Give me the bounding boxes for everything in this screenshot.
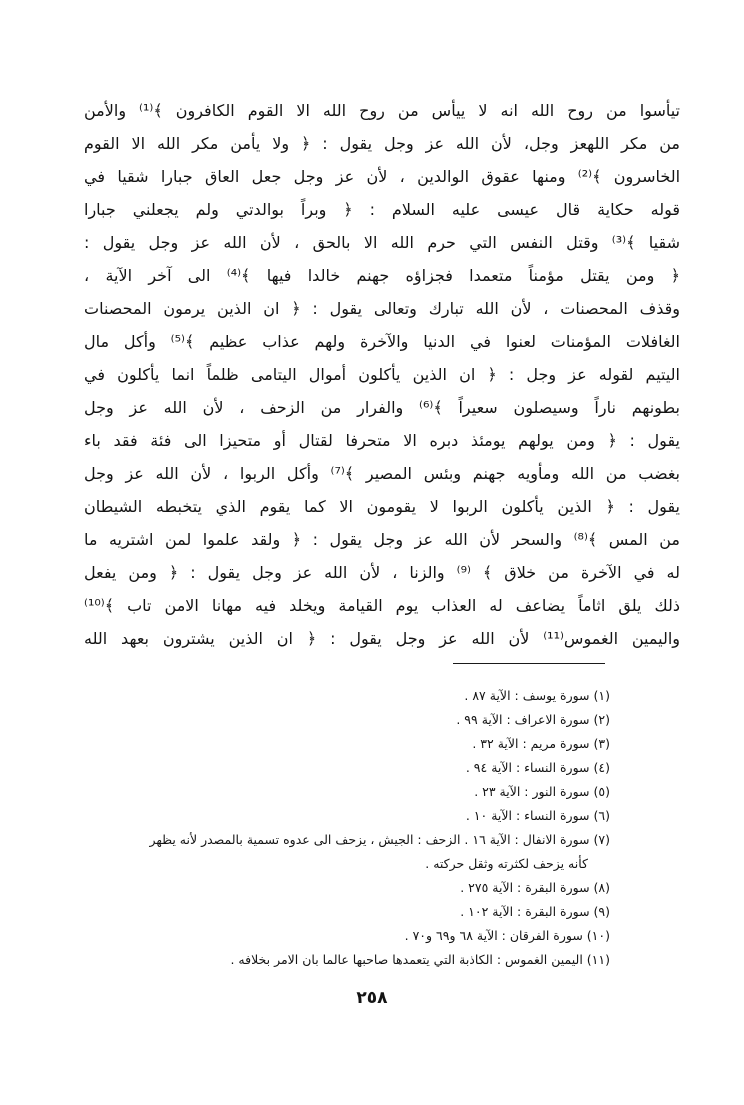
text-line-15: له في الآخرة من خلاق ﴾ ⁽⁹⁾ والزنا ، لأن الله عز وجل يقول : ﴿ ومن يفعل [84, 563, 680, 582]
text-line-10: بطونهم ناراً وسيصلون سعيراً ﴾⁽⁶⁾ والفرار من الزحف ، لأن الله عز وجل [84, 398, 680, 417]
text-line-16: ذلك يلق اثاماً يضاعف له العذاب يوم القيامة ويخلد فيه مهانا الامن تاب ﴾⁽¹⁰⁾ [84, 596, 680, 615]
text-line-11: يقول : ﴿ ومن يولهم يومئذ دبره الا متحرفا لقتال أو متحيزا الى فئة فقد باء [84, 431, 680, 450]
page-number: ٢٥٨ [356, 988, 388, 1008]
text-line-7: وقذف المحصنات ، لأن الله تبارك وتعالى يقول : ﴿ ان الذين يرمون المحصنات [84, 299, 680, 318]
footnote-8: (٨) سورة البقرة : الآية ٢٧٥ . [460, 880, 610, 895]
text-line-5: شقيا ﴾⁽³⁾ وقتل النفس التي حرم الله الا بالحق ، لأن الله عز وجل يقول : [84, 233, 680, 252]
text-line-14: من المس ﴾⁽⁸⁾ والسحر لأن الله عز وجل يقول : ﴿ ولقد علموا لمن اشتريه ما [84, 530, 680, 549]
footnote-5: (٥) سورة النور : الآية ٢٣ . [474, 784, 610, 799]
text-line-12: بغضب من الله ومأويه جهنم وبئس المصير ﴾⁽⁷⁾ وأكل الربوا ، لأن الله عز وجل [84, 464, 680, 483]
footnote-4: (٤) سورة النساء : الآية ٩٤ . [465, 760, 610, 775]
text-line-13: يقول : ﴿ الذين يأكلون الربوا لا يقومون الا كما يقوم الذي يتخبطه الشيطان [84, 497, 680, 516]
footnote-7-continuation: كأنه يزحف لكثرته وثقل حركته . [425, 856, 588, 871]
footnote-separator [453, 663, 605, 664]
footnotes [70, 684, 610, 972]
text-line-8: الغافلات المؤمنات لعنوا في الدنيا والآخرة ولهم عذاب عظيم ﴾⁽⁵⁾ وأكل مال [84, 332, 680, 351]
footnote-7: (٧) سورة الانفال : الآية ١٦ . الزحف : الجيش ، يزحف الى عدوه تسمية بالمصدر لأنه يظهر [149, 832, 610, 847]
text-line-1: تيأسوا من روح الله انه لا ييأس من روح الله الا القوم الكافرون ﴾⁽¹⁾ والأمن [84, 101, 680, 120]
text-line-17: واليمين الغموس⁽¹¹⁾ لأن الله عز وجل يقول : ﴿ ان الذين يشترون بعهد الله [84, 629, 680, 648]
text-line-2: من مكر اللهعز وجل، لأن الله عز وجل يقول : ﴿ ولا يأمن مكر الله الا القوم [84, 134, 680, 153]
text-line-6: ﴿ ومن يقتل مؤمناً متعمدا فجزاؤه جهنم خالدا فيها ﴾⁽⁴⁾ الى آخر الآية ، [84, 266, 680, 285]
footnote-10: (١٠) سورة الفرقان : الآية ٦٨ و٦٩ و٧٠ . [404, 928, 610, 943]
text-line-4: قوله حكاية قال عيسى عليه السلام : ﴿ وبراً بوالدتي ولم يجعلني جبارا [84, 200, 680, 219]
main-text-block [84, 94, 680, 655]
text-line-9: اليتيم لقوله عز وجل : ﴿ ان الذين يأكلون أموال اليتامى ظلماً انما يأكلون في [84, 365, 680, 384]
footnote-6: (٦) سورة النساء : الآية ١٠ . [465, 808, 610, 823]
footnote-11: (١١) اليمين الغموس : الكاذبة التي يتعمدها صاحبها عالما بان الامر بخلافه . [230, 952, 610, 967]
text-line-3: الخاسرون ﴾⁽²⁾ ومنها عقوق الوالدين ، لأن عز وجل جعل العاق جبارا شقيا في [84, 167, 680, 186]
footnote-3: (٣) سورة مريم : الآية ٣٢ . [472, 736, 610, 751]
footnote-9: (٩) سورة البقرة : الآية ١٠٢ . [460, 904, 610, 919]
footnote-2: (٢) سورة الاعراف : الآية ٩٩ . [456, 712, 610, 727]
footnote-1: (١) سورة يوسف : الآية ٨٧ . [464, 688, 610, 703]
